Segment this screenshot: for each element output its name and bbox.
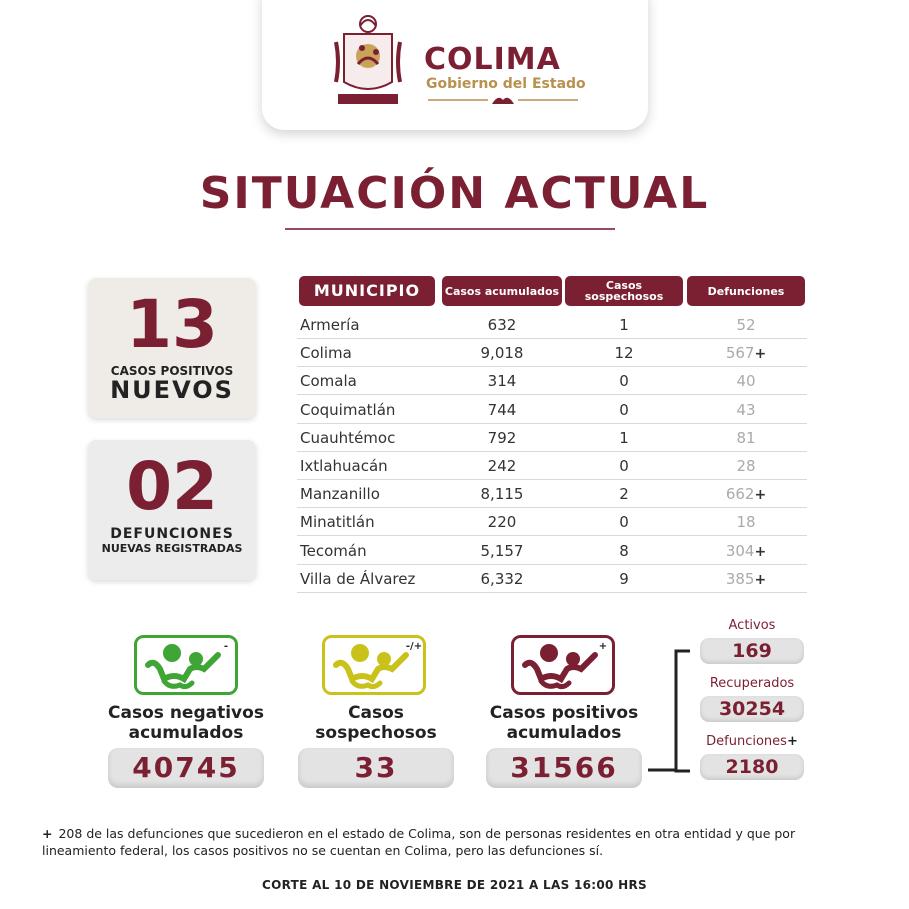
cell-defunciones-plus: + — [754, 346, 767, 363]
table-row — [297, 479, 807, 508]
cell-defunciones-value: 567 — [725, 344, 755, 363]
cell-acumulados: 5,157 — [480, 541, 524, 560]
cell-defunciones-value: 662 — [725, 485, 755, 504]
cell-sospechosos: 0 — [619, 400, 629, 419]
positive-total: 31566 — [486, 748, 642, 788]
cell-municipio: Armería — [300, 316, 360, 334]
cell-defunciones-value: 385 — [725, 569, 755, 588]
table-row — [297, 536, 807, 565]
cell-sospechosos: 2 — [619, 485, 629, 504]
cell-sospechosos: 9 — [619, 569, 629, 588]
cell-defunciones — [687, 457, 805, 475]
svg-text:-: - — [223, 641, 229, 652]
negative-label-1: Casos negativos — [108, 703, 264, 723]
brand-subtitle: Gobierno del Estado — [426, 76, 586, 92]
cell-municipio: Cuauhtémoc — [300, 428, 396, 447]
cell-defunciones — [687, 513, 805, 531]
table-row — [297, 507, 807, 536]
cell-defunciones-plus: + — [754, 543, 767, 560]
cell-acumulados: 314 — [487, 372, 517, 391]
table-row — [297, 395, 807, 424]
activos-value: 169 — [700, 638, 804, 664]
new-deaths-card — [88, 440, 256, 580]
cell-acumulados: 9,018 — [480, 344, 524, 363]
cell-defunciones — [687, 344, 805, 362]
cell-defunciones-value: 81 — [736, 428, 756, 447]
suspect-label — [286, 703, 466, 743]
cell-municipio: Coquimatlán — [300, 400, 396, 419]
cell-acumulados: 220 — [487, 513, 517, 532]
cell-sospechosos: 1 — [619, 316, 629, 334]
footnote — [42, 826, 872, 860]
new-deaths-label-2: NUEVAS REGISTRADAS — [101, 542, 243, 555]
page-title: SITUACIÓN ACTUAL — [199, 168, 710, 219]
suspect-label-2: sospechosos — [315, 723, 437, 744]
cell-sospechosos: 0 — [619, 457, 629, 475]
cell-municipio: Minatitlán — [300, 513, 375, 532]
positive-label — [474, 703, 654, 743]
negative-label-2: acumulados — [128, 723, 244, 744]
cell-defunciones — [687, 316, 805, 334]
cell-defunciones — [687, 372, 805, 390]
negative-total: 40745 — [108, 748, 264, 788]
cell-acumulados: 792 — [487, 428, 517, 447]
cell-acumulados: 242 — [487, 457, 517, 475]
table-row — [297, 451, 807, 480]
brand-name: COLIMA — [424, 42, 561, 77]
defunciones-plus: + — [786, 734, 798, 749]
cell-defunciones-value: 304 — [725, 541, 755, 560]
cell-sospechosos: 0 — [619, 372, 629, 391]
colima-crest-icon — [332, 12, 404, 108]
cell-municipio: Manzanillo — [300, 485, 380, 504]
cell-municipio: Villa de Álvarez — [300, 569, 416, 588]
cell-defunciones — [687, 401, 805, 419]
svg-text:+: + — [598, 641, 608, 652]
ornament-icon — [428, 94, 578, 106]
positive-label-2: acumulados — [506, 723, 622, 744]
cell-defunciones — [687, 570, 805, 588]
recuperados-value: 30254 — [700, 696, 804, 722]
cell-sospechosos: 8 — [619, 541, 629, 560]
cell-defunciones-value: 43 — [736, 400, 756, 419]
footnote-text: 208 de las defunciones que sucedieron en el estado de Colima, son de personas residentes en otra entidad y que por lineamiento federal, los casos positivos no se cuentan en Colima, pero las defunciones sí. — [42, 826, 796, 858]
table-row — [297, 310, 807, 339]
table-row — [297, 366, 807, 395]
suspect-total: 33 — [298, 748, 454, 788]
header-acumulados: Casos acumulados — [442, 276, 562, 306]
recuperados-label: Recuperados — [709, 676, 795, 691]
cell-acumulados: 744 — [487, 400, 517, 419]
suspect-label-1: Casos — [348, 703, 404, 723]
defunciones-label — [692, 734, 812, 749]
title-divider — [285, 228, 615, 230]
defunciones-value: 2180 — [700, 754, 804, 780]
cell-acumulados: 8,115 — [480, 485, 524, 504]
cell-defunciones — [687, 429, 805, 447]
cell-municipio: Ixtlahuacán — [300, 457, 388, 475]
svg-text:-/+: -/+ — [405, 641, 423, 652]
new-cases-label-2: NUEVOS — [110, 376, 234, 404]
negative-label — [96, 703, 276, 743]
cell-sospechosos: 1 — [619, 428, 629, 447]
cell-sospechosos: 0 — [619, 513, 629, 532]
people-negative-icon — [134, 635, 238, 695]
header-sospechosos: Casos sospechosos — [565, 276, 683, 306]
cell-defunciones-plus: + — [754, 487, 767, 504]
cell-defunciones-value: 18 — [736, 513, 756, 532]
defunciones-label-text: Defunciones — [706, 734, 787, 749]
footnote-mark: + — [42, 826, 53, 841]
cell-defunciones-value: 40 — [736, 372, 756, 391]
new-cases-card — [88, 278, 256, 418]
cell-municipio: Comala — [300, 372, 357, 391]
table-row — [297, 338, 807, 367]
cell-municipio: Tecomán — [300, 541, 367, 560]
table-row — [297, 423, 807, 452]
people-suspect-icon — [322, 635, 426, 695]
new-deaths-value: 02 — [126, 448, 218, 525]
new-cases-value: 13 — [126, 286, 218, 363]
new-cases-label-1: CASOS POSITIVOS — [110, 364, 234, 378]
cell-defunciones-value: 28 — [736, 457, 756, 475]
cutoff-date: CORTE AL 10 DE NOVIEMBRE DE 2021 A LAS 16:00 HRS — [262, 878, 647, 892]
cell-defunciones-value: 52 — [736, 316, 756, 334]
cell-acumulados: 632 — [487, 316, 517, 334]
people-positive-icon — [511, 635, 615, 695]
activos-label: Activos — [728, 618, 776, 633]
breakdown-bracket — [648, 648, 698, 774]
cell-sospechosos: 12 — [614, 344, 634, 363]
cell-defunciones — [687, 485, 805, 503]
positive-label-1: Casos positivos — [489, 703, 639, 723]
table-row — [297, 564, 807, 593]
header-defunciones: Defunciones — [687, 276, 805, 306]
cell-municipio: Colima — [300, 344, 352, 363]
new-deaths-label-1: DEFUNCIONES — [110, 526, 234, 542]
header-municipio: MUNICIPIO — [299, 276, 435, 306]
cell-defunciones — [687, 542, 805, 560]
cell-acumulados: 6,332 — [480, 569, 524, 588]
cell-defunciones-plus: + — [754, 571, 767, 588]
